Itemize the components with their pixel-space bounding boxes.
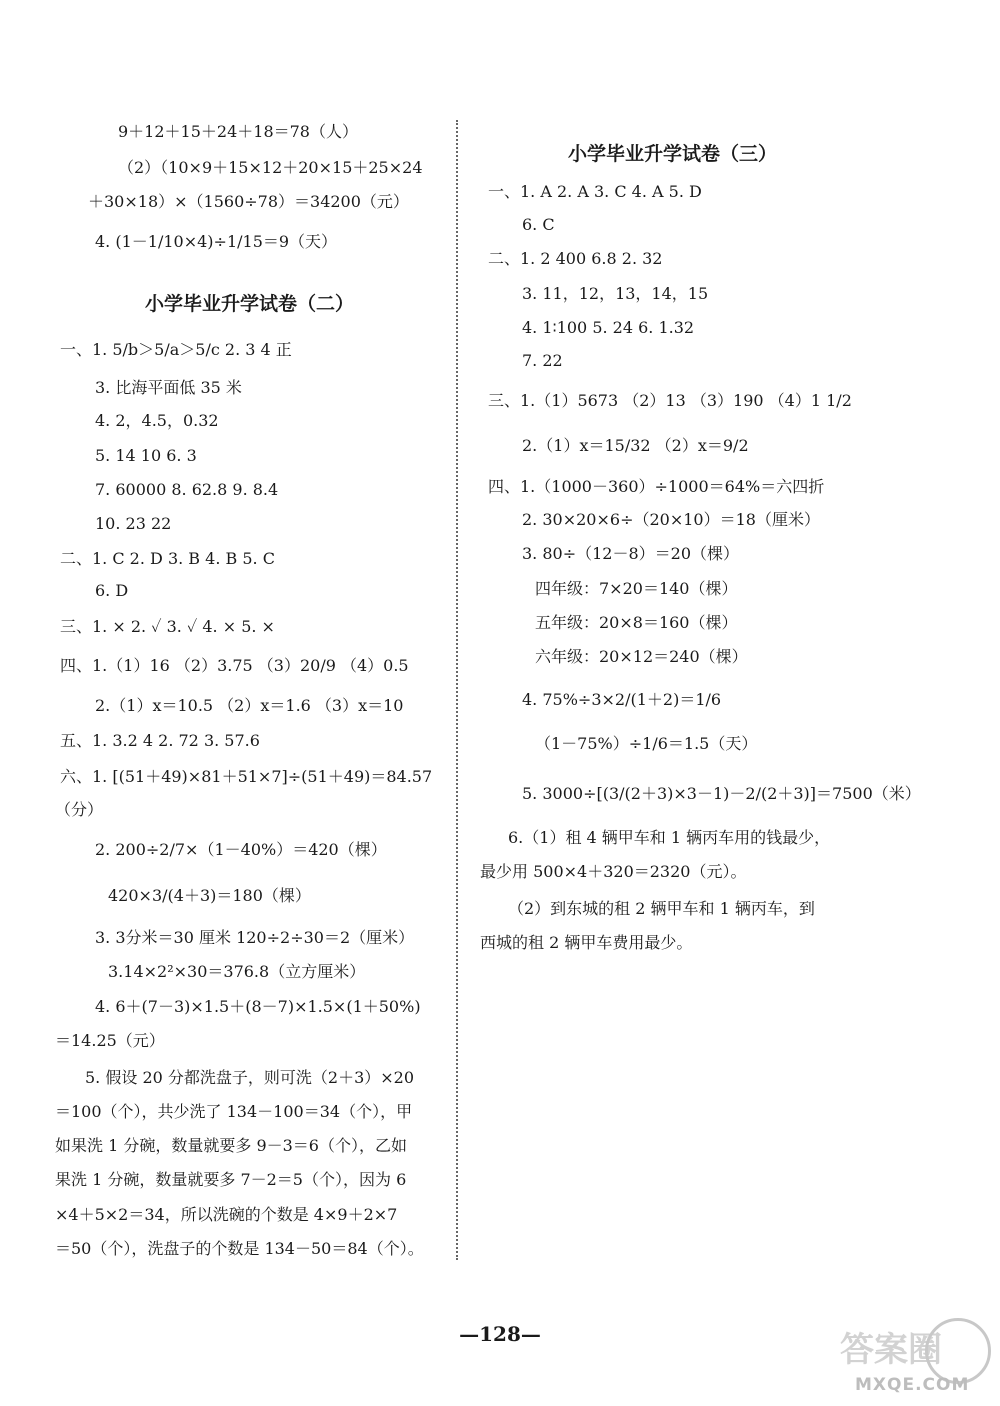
- section-title-exam-2: 小学毕业升学试卷（二）: [145, 293, 355, 315]
- left-line: 4. 2，4.5，0.32: [95, 411, 219, 430]
- right-line: 四、1.（1000－360）÷1000＝64%＝六四折: [488, 477, 825, 496]
- left-line: 6. D: [95, 581, 129, 600]
- right-line: （1－75%）÷1/6＝1.5（天）: [535, 734, 758, 753]
- right-line: 6. C: [522, 215, 555, 234]
- left-line: ＝100（个），共少洗了 134－100＝34（个），甲: [55, 1102, 413, 1121]
- right-line: 五年级：20×8＝160（棵）: [535, 613, 738, 632]
- left-line: （2）（10×9＋15×12＋20×15＋25×24: [118, 158, 423, 177]
- right-line: 一、1. A 2. A 3. C 4. A 5. D: [488, 182, 702, 201]
- page-number: —128—: [459, 1322, 541, 1346]
- left-line: 420×3/(4＋3)＝180（棵）: [108, 886, 311, 905]
- left-line: 10. 23 22: [95, 514, 172, 533]
- right-line: 三、1.（1）5673 （2）13 （3）190 （4）1 1/2: [488, 391, 852, 410]
- right-line: 7. 22: [522, 351, 563, 370]
- left-column: [0, 0, 460, 1406]
- left-line: 5. 假设 20 分都洗盘子，则可洗（2＋3）×20: [85, 1068, 415, 1087]
- left-line: 7. 60000 8. 62.8 9. 8.4: [95, 480, 279, 499]
- left-line: ＋30×18）×（1560÷78）＝34200（元）: [88, 192, 409, 211]
- right-line: （2）到东城的租 2 辆甲车和 1 辆丙车，到: [508, 899, 815, 918]
- left-line: 如果洗 1 分碗，数量就要多 9－3＝6（个），乙如: [55, 1136, 407, 1155]
- right-line: 六年级：20×12＝240（棵）: [535, 647, 748, 666]
- right-line: 四年级：7×20＝140（棵）: [535, 579, 738, 598]
- left-line: 5. 14 10 6. 3: [95, 446, 197, 465]
- left-line: 9＋12＋15＋24＋18＝78（人）: [118, 122, 358, 141]
- right-line: 2.（1）x＝15/32 （2）x＝9/2: [522, 436, 749, 455]
- right-line: 4. 75%÷3×2/(1＋2)＝1/6: [522, 690, 722, 709]
- left-line: ＝14.25（元）: [55, 1031, 165, 1050]
- right-line: 3. 80÷（12－8）＝20（棵）: [522, 544, 740, 563]
- left-line: 果洗 1 分碗，数量就要多 7－2＝5（个），因为 6: [55, 1170, 407, 1189]
- right-line: 二、1. 2 400 6.8 2. 32: [488, 249, 663, 268]
- right-line: 5. 3000÷[(3/(2＋3)×3－1)－2/(2＋3)]＝7500（米）: [522, 784, 921, 803]
- right-line: 3. 11，12，13，14，15: [522, 284, 709, 303]
- left-line: （分）: [55, 800, 104, 819]
- right-line: 2. 30×20×6÷（20×10）＝18（厘米）: [522, 510, 820, 529]
- right-line: 4. 1∶100 5. 24 6. 1.32: [522, 318, 695, 337]
- left-line: 4. 6＋(7－3)×1.5＋(8－7)×1.5×(1＋50%): [95, 997, 421, 1016]
- left-line: 3. 比海平面低 35 米: [95, 378, 242, 397]
- left-line: 二、1. C 2. D 3. B 4. B 5. C: [60, 549, 275, 568]
- left-line: 2. 200÷2/7×（1－40%）＝420（棵）: [95, 840, 387, 859]
- right-line: 6.（1）租 4 辆甲车和 1 辆丙车用的钱最少，: [508, 828, 831, 847]
- column-divider: [456, 120, 458, 1260]
- left-line: 4. (1－1/10×4)÷1/15＝9（天）: [95, 232, 338, 251]
- left-line: ×4＋5×2＝34，所以洗碗的个数是 4×9＋2×7: [55, 1205, 398, 1224]
- left-line: 3.14×2²×30＝376.8（立方厘米）: [108, 962, 366, 981]
- watermark-logo-chars: 答案圈: [840, 1330, 942, 1370]
- left-line: 一、1. 5/b＞5/a＞5/c 2. 3 4 正: [60, 340, 292, 359]
- right-line: 西城的租 2 辆甲车费用最少。: [480, 933, 693, 952]
- watermark-site: MXQE.COM: [855, 1375, 970, 1395]
- left-line: 3. 3分米＝30 厘米 120÷2÷30＝2（厘米）: [95, 928, 415, 947]
- left-line: 六、1. [(51＋49)×81＋51×7]÷(51＋49)＝84.57: [60, 767, 433, 786]
- right-line: 最少用 500×4＋320＝2320（元）。: [480, 862, 747, 881]
- left-line: 三、1. × 2. ✓ 3. ✓ 4. × 5. ×: [60, 617, 275, 636]
- section-title-exam-3: 小学毕业升学试卷（三）: [568, 143, 778, 165]
- left-line: 2.（1）x＝10.5 （2）x＝1.6 （3）x＝10: [95, 696, 404, 715]
- left-line: ＝50（个），洗盘子的个数是 134－50＝84（个）。: [55, 1239, 424, 1258]
- right-column: [468, 0, 1000, 1406]
- left-line: 四、1.（1）16 （2）3.75 （3）20/9 （4）0.5: [60, 656, 409, 675]
- left-line: 五、1. 3.2 4 2. 72 3. 57.6: [60, 731, 260, 750]
